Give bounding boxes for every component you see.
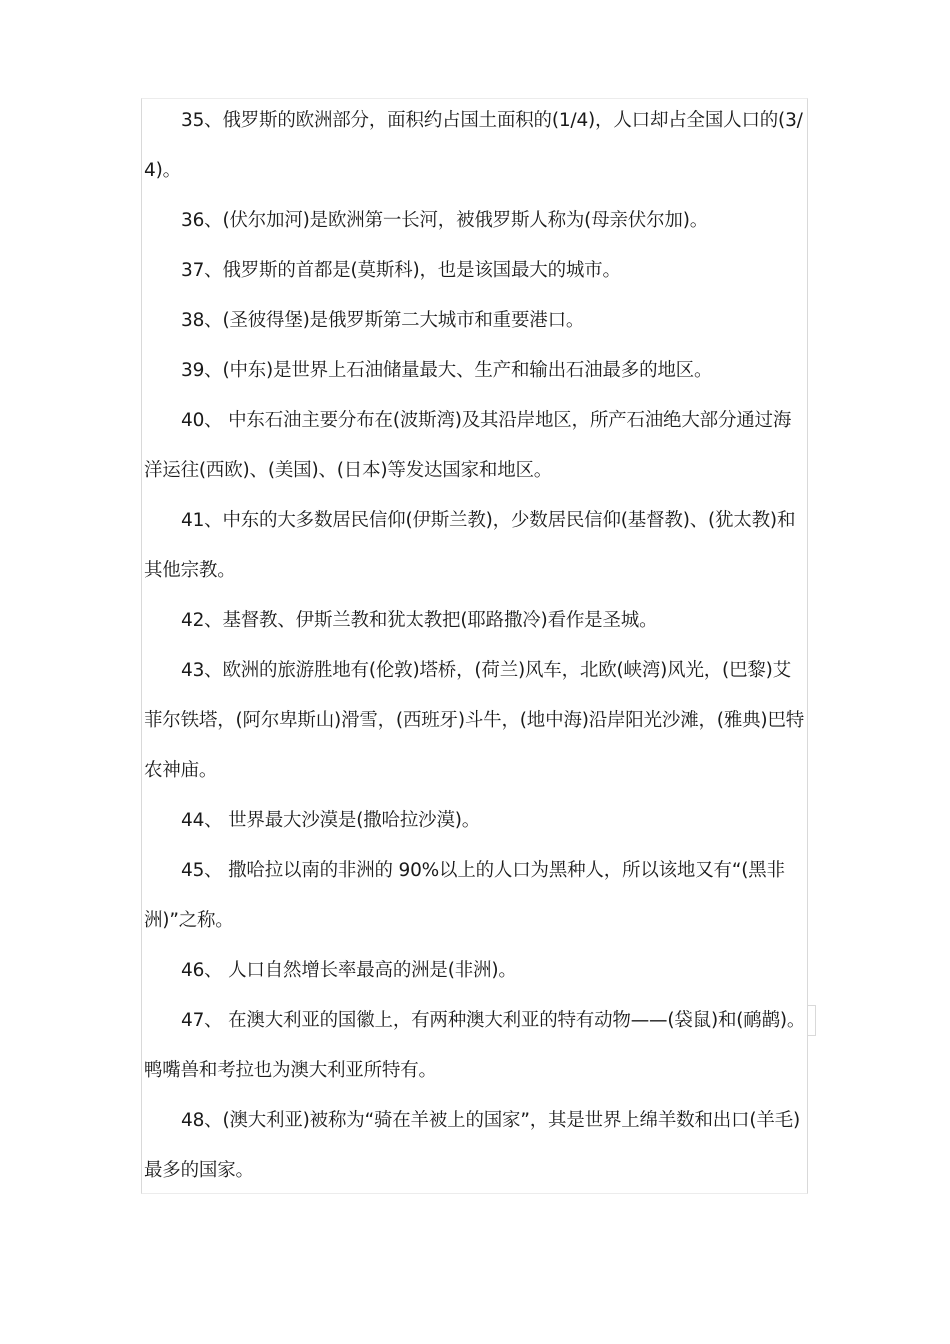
- paragraph-48: 48、(澳大利亚)被称为“骑在羊被上的国家”，其是世界上绵羊数和出口(羊毛)最多的国家。: [144, 1110, 800, 1181]
- paragraph-39: 39、(中东)是世界上石油储量最大、生产和输出石油最多的地区。: [181, 360, 713, 381]
- document-body: [144, 96, 808, 1196]
- paragraph-43: 43、欧洲的旅游胜地有(伦敦)塔桥，(荷兰)风车，北欧(峡湾)风光，(巴黎)艾菲尔铁塔，(阿尔卑斯山)滑雪，(西班牙)斗牛，(地中海)沿岸阳光沙滩，(雅典)巴特农神庙。: [144, 660, 805, 781]
- paragraph-41: 41、中东的大多数居民信仰(伊斯兰教)，少数居民信仰(基督教)、(犹太教)和其他宗教。: [144, 510, 796, 581]
- paragraph-37: 37、俄罗斯的首都是(莫斯科)，也是该国最大的城市。: [181, 260, 621, 281]
- paragraph-36: 36、(伏尔加河)是欧洲第一长河，被俄罗斯人称为(母亲伏尔加)。: [181, 210, 709, 231]
- paragraph-47: 47、 在澳大利亚的国徽上，有两种澳大利亚的特有动物——(袋鼠)和(鸸鹋)。鸭嘴兽和考拉也为澳大利亚所特有。: [144, 1010, 806, 1081]
- paragraph-42: 42、基督教、伊斯兰教和犹太教把(耶路撒冷)看作是圣城。: [181, 610, 658, 631]
- paragraph-38: 38、(圣彼得堡)是俄罗斯第二大城市和重要港口。: [181, 310, 585, 331]
- paragraph-44: 44、 世界最大沙漠是(撒哈拉沙漠)。: [181, 810, 481, 831]
- paragraph-35: 35、俄罗斯的欧洲部分，面积约占国土面积的(1/4)，人口却占全国人口的(3/4)。: [144, 110, 803, 181]
- paragraph-40: 40、 中东石油主要分布在(波斯湾)及其沿岸地区，所产石油绝大部分通过海洋运往(西欧)、(美国)、(日本)等发达国家和地区。: [144, 410, 792, 481]
- text-overflow-marker: [808, 1005, 816, 1036]
- paragraph-45: 45、 撒哈拉以南的非洲的 90%以上的人口为黑种人，所以该地又有“(黑非洲)”之称。: [144, 860, 785, 931]
- paragraph-46: 46、 人口自然增长率最高的洲是(非洲)。: [181, 960, 517, 981]
